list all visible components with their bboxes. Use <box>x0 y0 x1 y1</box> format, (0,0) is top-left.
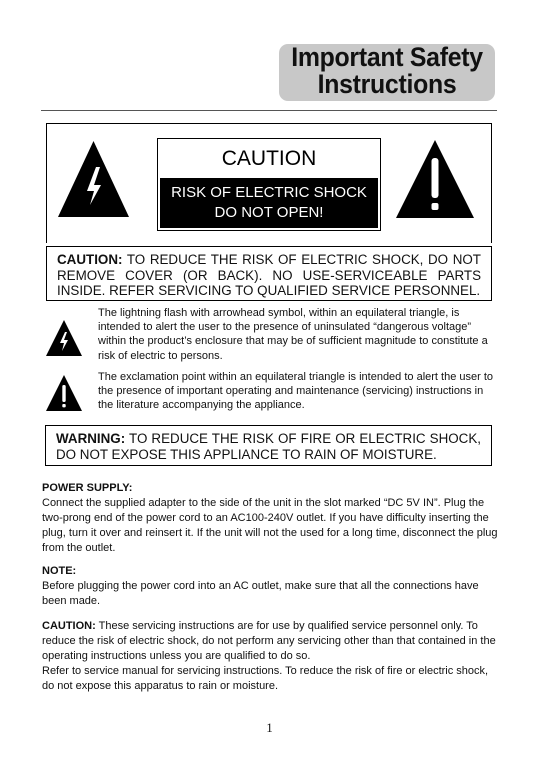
exclamation-warning-icon <box>394 138 476 220</box>
lightning-symbol-icon <box>45 319 83 357</box>
caution-notice-label: CAUTION: <box>57 252 123 267</box>
page-title-line1: Important Safety <box>291 42 483 72</box>
note-heading: NOTE: <box>42 565 77 577</box>
warning-label: WARNING: <box>56 431 126 446</box>
power-supply-heading: POWER SUPPLY: <box>42 482 133 494</box>
power-supply-text: Connect the supplied adapter to the side of the unit in the slot marked “DC 5V IN”. Plug the two-prong end of the power cord to an AC100-240V outlet. If you have difficulty inserting the plug, turn it over and reinsert it. If the unit will not the used for a long time, disconnect the plug from the outlet. <box>42 497 498 555</box>
caution-sign-line2: DO NOT OPEN! <box>214 204 324 221</box>
lightning-symbol-description: The lightning flash with arrowhead symbol, within an equilateral triangle, is intended to alert the user to the presence of uninsulated “dangerous voltage” within the product’s enclosure that may be of sufficient magnitude to constitute a risk of electric to persons. <box>98 307 488 362</box>
lightning-warning-icon <box>56 139 131 219</box>
warning-notice <box>45 425 492 466</box>
header-divider <box>41 110 497 111</box>
caution-sign-line1: RISK OF ELECTRIC SHOCK <box>171 184 367 201</box>
page-title-line2: Instructions <box>317 69 457 99</box>
page-number: 1 <box>266 720 273 735</box>
warning-text: TO REDUCE THE RISK OF FIRE OR ELECTRIC SHOCK, DO NOT EXPOSE THIS APPLIANCE TO RAIN OF MOISTURE. <box>56 431 481 462</box>
caution-service-text: These servicing instructions are for use by qualified service personnel only. To reduce the risk of electric shock, do not perform any servicing other than that contained in the operating instructions unless you are qualified to do so. <box>42 620 496 663</box>
caution-service-text2: Refer to service manual for servicing instructions. To reduce the risk of fire or electric shock, do not expose this apparatus to rain or moisture. <box>42 665 489 693</box>
note-text: Before plugging the power cord into an AC outlet, make sure that all the connections have been made. <box>42 580 479 608</box>
caution-notice <box>46 246 492 301</box>
caution-notice-text: TO REDUCE THE RISK OF ELECTRIC SHOCK, DO NOT REMOVE COVER (OR BACK). NO USE-SERVICEABLE PARTS INSIDE. REFER SERVICING TO QUALIFIED SERVICE PERSONNEL. <box>57 252 481 298</box>
caution-service-section <box>42 619 498 694</box>
note-section <box>42 564 498 609</box>
caution-sign-message <box>160 178 378 228</box>
caution-service-heading: CAUTION: <box>42 620 96 632</box>
page-title <box>288 44 487 98</box>
caution-sign-title: CAUTION <box>221 147 317 170</box>
exclamation-symbol-icon <box>45 374 83 412</box>
exclamation-symbol-description: The exclamation point within an equilateral triangle is intended to alert the user to the presence of important operating and maintenance (servicing) instructions in the literature accompanying the appliance. <box>98 371 494 412</box>
caution-sign <box>157 138 381 231</box>
power-supply-section <box>42 481 498 556</box>
